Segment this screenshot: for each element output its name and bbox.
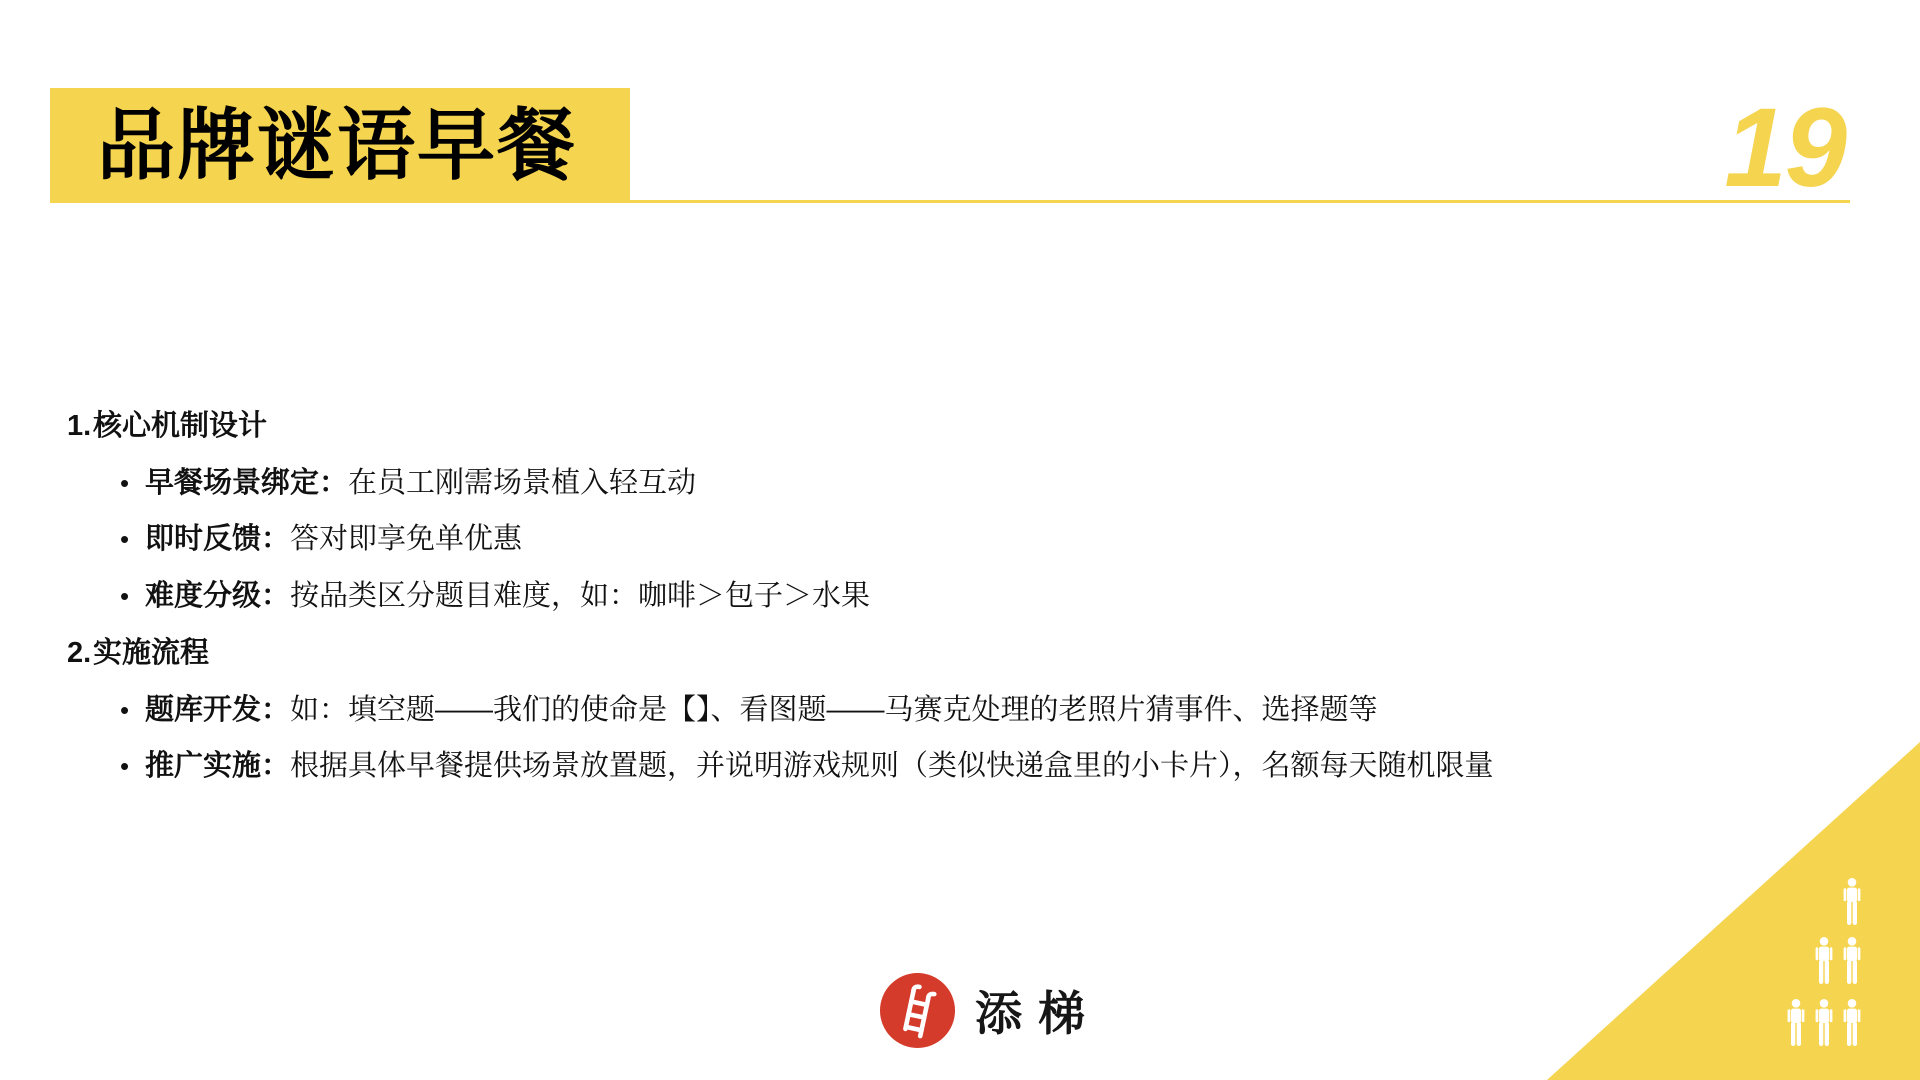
list-item-text: 如：填空题——我们的使命是【】、看图题——马赛克处理的老照片猜事件、选择题等: [290, 693, 1378, 726]
ladder-icon: [880, 973, 955, 1048]
list-item-numbered: [57, 625, 1657, 682]
person-icon: [1842, 937, 1862, 984]
list-item-label: 核心机制设计: [93, 410, 268, 442]
list-item-label: 早餐场景绑定：: [145, 466, 349, 499]
list-item-bullet: [57, 568, 1657, 625]
page-title: 品牌谜语早餐: [97, 101, 578, 189]
list-number: 2.: [67, 636, 92, 669]
list-item-label: 难度分级：: [145, 580, 291, 613]
brand-name: 添梯: [975, 986, 1101, 1040]
person-icon: [1814, 999, 1834, 1046]
list-item-label: 题库开发：: [145, 693, 291, 726]
brand-logo: [880, 972, 1101, 1048]
title-banner: [50, 88, 630, 203]
list-item-bullet: [57, 455, 1657, 512]
bullet-icon: •: [120, 751, 130, 782]
list-item-bullet: [57, 682, 1657, 739]
bullet-icon: •: [120, 694, 130, 725]
list-item-bullet: [57, 738, 1657, 795]
list-item-text: 根据具体早餐提供场景放置题，并说明游戏规则（类似快递盒里的小卡片），名额每天随机限量: [290, 750, 1494, 783]
list-item-bullet: [57, 511, 1657, 568]
person-icon: [1842, 878, 1862, 925]
list-item-label: 推广实施：: [145, 750, 291, 783]
bullet-icon: •: [120, 581, 130, 612]
person-icon: [1786, 999, 1806, 1046]
page-number: 19: [1724, 85, 1845, 210]
bullet-icon: •: [120, 524, 130, 555]
list-item-text: 答对即享免单优惠: [290, 523, 523, 556]
content-list: [57, 398, 1657, 795]
list-item-numbered: [57, 398, 1657, 455]
bullet-icon: •: [120, 467, 130, 498]
list-item-text: 按品类区分题目难度，如：咖啡＞包子＞水果: [290, 580, 871, 613]
person-icon: [1814, 937, 1834, 984]
person-icon: [1842, 999, 1862, 1046]
list-item-label: 实施流程: [93, 636, 210, 669]
list-item-label: 即时反馈：: [145, 523, 291, 556]
list-number: 1.: [67, 410, 92, 442]
list-item-text: 在员工刚需场景植入轻互动: [348, 466, 697, 499]
